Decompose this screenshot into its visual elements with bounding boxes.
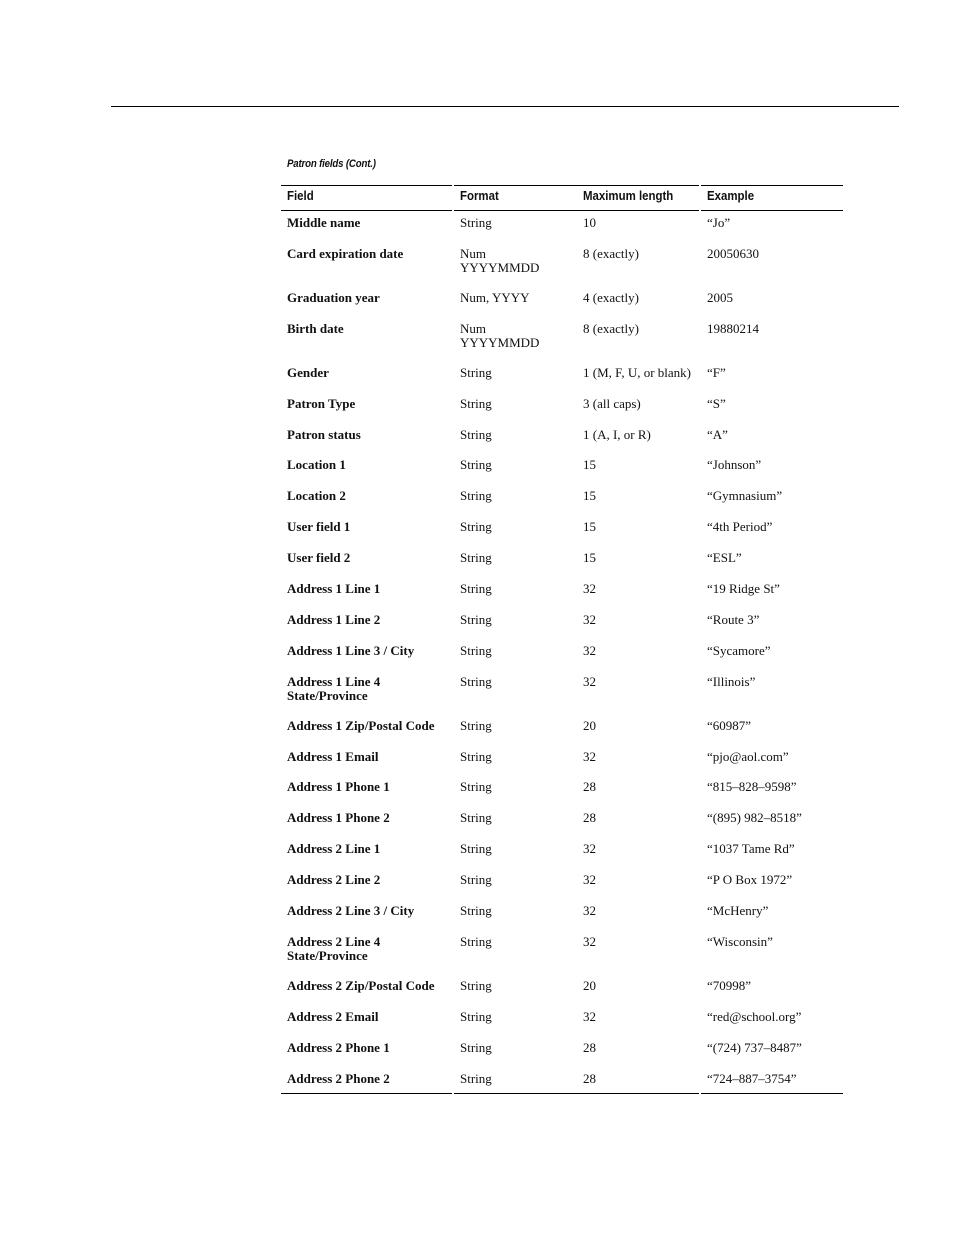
cell-format [460, 397, 492, 411]
cell-field [287, 397, 355, 411]
cell-max-length: 10 [583, 215, 596, 230]
cell-field-line: Address 2 Phone 2 [287, 1070, 390, 1086]
cell-example: “19 Ridge St” [707, 581, 780, 597]
cell-field-line: Address 2 Line 2 [287, 872, 381, 888]
cell-field-line: User field 2 [287, 550, 351, 566]
cell-format [460, 750, 492, 764]
table-bottom-rule-1 [281, 1093, 452, 1094]
cell-max-length: 15 [583, 519, 596, 535]
cell-max-length: 32 [583, 642, 596, 658]
cell-max-length: 32 [583, 841, 596, 857]
table-row [0, 979, 954, 1010]
cell-format [460, 1010, 492, 1024]
cell-max-length: 32 [583, 611, 596, 627]
cell-max-length: 20 [583, 717, 596, 733]
cell-field-line: Address 2 Line 3 / City [287, 903, 415, 919]
cell-format-line: String [460, 779, 492, 795]
cell-max-length: 15 [583, 550, 596, 566]
cell-field-line: Patron status [287, 426, 361, 442]
cell-field-line: Location 1 [287, 457, 346, 473]
cell-format-line: Num [460, 245, 486, 261]
cell-field [287, 613, 380, 627]
cell-example: “1037 Tame Rd” [707, 841, 795, 857]
table-row [0, 216, 954, 247]
cell-example: “60987” [707, 717, 752, 733]
cell-format [460, 644, 492, 658]
cell-format-line: String [460, 717, 492, 733]
table-row [0, 1072, 954, 1103]
cell-example: “Johnson” [707, 457, 762, 473]
cell-max-length: 32 [583, 673, 596, 689]
cell-field-line: Address 1 Line 1 [287, 581, 381, 597]
cell-format-line: String [460, 550, 492, 566]
cell-format-line: String [460, 215, 492, 230]
cell-format-line: String [460, 395, 492, 411]
table-row [0, 811, 954, 842]
header-format: Format [460, 188, 499, 203]
table-header-rule-2 [454, 210, 699, 211]
cell-field-line: Address 2 Phone 1 [287, 1039, 390, 1055]
cell-field-line: State/Province [287, 687, 368, 703]
cell-field [287, 322, 344, 336]
table-row [0, 842, 954, 873]
cell-field-line: User field 1 [287, 519, 351, 535]
cell-format-line: String [460, 1070, 492, 1086]
cell-format [460, 322, 539, 350]
cell-field-line: Address 1 Phone 1 [287, 779, 390, 795]
table-row [0, 291, 954, 322]
cell-field-line: Patron Type [287, 395, 356, 411]
cell-format [460, 247, 539, 275]
cell-format-line: YYYYMMDD [460, 334, 540, 350]
cell-example: 20050630 [707, 245, 759, 261]
cell-format-line: Num, YYYY [460, 289, 530, 305]
cell-field-line: Address 2 Email [287, 1008, 379, 1024]
cell-format-line: String [460, 977, 492, 993]
cell-format-line: YYYYMMDD [460, 259, 540, 275]
cell-example: 2005 [707, 289, 733, 305]
cell-format [460, 1072, 492, 1086]
cell-example: “Wisconsin” [707, 933, 773, 949]
cell-max-length: 28 [583, 1070, 596, 1086]
table-row [0, 935, 954, 979]
table-header-rule-1 [281, 210, 452, 211]
cell-format-line: String [460, 673, 492, 689]
table-row [0, 904, 954, 935]
table-row [0, 520, 954, 551]
cell-max-length: 15 [583, 488, 596, 504]
cell-example: “4th Period” [707, 519, 773, 535]
cell-max-length: 1 (M, F, U, or blank) [583, 364, 692, 380]
cell-field-line: Graduation year [287, 289, 380, 305]
cell-format [460, 582, 492, 596]
cell-max-length: 8 (exactly) [583, 320, 639, 336]
cell-field [287, 366, 329, 380]
cell-format [460, 366, 492, 380]
cell-format [460, 675, 492, 689]
cell-format [460, 216, 492, 230]
cell-example: “red@school.org” [707, 1008, 802, 1024]
cell-field [287, 216, 360, 230]
cell-field-line: Gender [287, 364, 329, 380]
cell-format [460, 935, 492, 949]
cell-field [287, 811, 390, 825]
cell-max-length: 32 [583, 1008, 596, 1024]
cell-max-length: 32 [583, 748, 596, 764]
cell-field [287, 1010, 379, 1024]
page-top-rule [111, 106, 899, 107]
cell-format-line: Num [460, 320, 486, 336]
cell-field [287, 551, 350, 565]
cell-example: “70998” [707, 977, 752, 993]
table-top-rule-1 [281, 185, 452, 186]
table-row [0, 719, 954, 750]
table-row [0, 458, 954, 489]
table-row [0, 644, 954, 675]
cell-field-line: Address 2 Line 1 [287, 841, 381, 857]
cell-field-line: State/Province [287, 947, 368, 963]
cell-format-line: String [460, 581, 492, 597]
cell-max-length: 28 [583, 1039, 596, 1055]
cell-field-line: Address 2 Line 4 [287, 933, 381, 949]
cell-field-line: Birth date [287, 320, 344, 336]
cell-example: 19880214 [707, 320, 759, 336]
table-row [0, 613, 954, 644]
cell-max-length: 32 [583, 933, 596, 949]
cell-format [460, 613, 492, 627]
cell-field [287, 489, 346, 503]
cell-max-length: 32 [583, 872, 596, 888]
cell-example: “Sycamore” [707, 642, 771, 658]
cell-format [460, 1041, 492, 1055]
cell-format [460, 428, 492, 442]
cell-example: “A” [707, 426, 728, 442]
table-header-rule-3 [701, 210, 843, 211]
cell-max-length: 20 [583, 977, 596, 993]
table-body [0, 216, 954, 1102]
cell-field [287, 428, 361, 442]
header-max-length: Maximum length [583, 188, 674, 203]
cell-example: “724–887–3754” [707, 1070, 797, 1086]
cell-field [287, 842, 380, 856]
cell-format [460, 489, 492, 503]
cell-max-length: 32 [583, 903, 596, 919]
cell-example: “Gymnasium” [707, 488, 783, 504]
cell-format-line: String [460, 426, 492, 442]
cell-max-length: 4 (exactly) [583, 289, 639, 305]
table-row [0, 489, 954, 520]
cell-example: “P O Box 1972” [707, 872, 793, 888]
cell-field-line: Address 1 Phone 2 [287, 810, 390, 826]
cell-max-length: 28 [583, 779, 596, 795]
table-top-rule-3 [701, 185, 843, 186]
cell-field [287, 750, 379, 764]
cell-field [287, 719, 434, 733]
cell-format [460, 904, 492, 918]
cell-field [287, 247, 403, 261]
cell-format [460, 291, 530, 305]
cell-field-line: Address 1 Email [287, 748, 379, 764]
table-row [0, 428, 954, 459]
table-row [0, 750, 954, 781]
table-header [0, 188, 954, 204]
cell-max-length: 28 [583, 810, 596, 826]
table-bottom-rule-2 [454, 1093, 699, 1094]
cell-format [460, 719, 492, 733]
cell-field [287, 1041, 390, 1055]
cell-max-length: 32 [583, 581, 596, 597]
cell-max-length: 8 (exactly) [583, 245, 639, 261]
cell-format-line: String [460, 748, 492, 764]
cell-field [287, 582, 380, 596]
cell-format [460, 520, 492, 534]
cell-format [460, 780, 492, 794]
table-row [0, 397, 954, 428]
cell-format-line: String [460, 519, 492, 535]
cell-format-line: String [460, 488, 492, 504]
cell-field-line: Middle name [287, 215, 361, 230]
table-row [0, 322, 954, 366]
cell-format-line: String [460, 1039, 492, 1055]
cell-format [460, 842, 492, 856]
cell-format-line: String [460, 933, 492, 949]
cell-format-line: String [460, 903, 492, 919]
table-row [0, 780, 954, 811]
cell-field [287, 904, 414, 918]
cell-format-line: String [460, 611, 492, 627]
table-row [0, 247, 954, 291]
table-caption: Patron fields (Cont.) [287, 158, 376, 170]
cell-format-line: String [460, 810, 492, 826]
cell-field [287, 935, 380, 963]
cell-format [460, 458, 492, 472]
cell-example: “ESL” [707, 550, 742, 566]
table-top-rule-2 [454, 185, 699, 186]
cell-format-line: String [460, 1008, 492, 1024]
cell-field [287, 291, 380, 305]
cell-format-line: String [460, 642, 492, 658]
cell-field-line: Address 1 Line 3 / City [287, 642, 415, 658]
cell-example: “F” [707, 364, 726, 380]
cell-example: “Jo” [707, 215, 731, 230]
cell-format [460, 551, 492, 565]
table-row [0, 1010, 954, 1041]
cell-format-line: String [460, 457, 492, 473]
cell-field-line: Address 1 Line 4 [287, 673, 381, 689]
table-bottom-rule-3 [701, 1093, 843, 1094]
cell-field-line: Address 1 Line 2 [287, 611, 381, 627]
header-example: Example [707, 188, 755, 203]
cell-max-length: 3 (all caps) [583, 395, 641, 411]
cell-field [287, 979, 434, 993]
table-row [0, 551, 954, 582]
cell-field [287, 873, 380, 887]
cell-format-line: String [460, 841, 492, 857]
cell-format-line: String [460, 364, 492, 380]
cell-example: “S” [707, 395, 726, 411]
cell-format-line: String [460, 872, 492, 888]
cell-field [287, 458, 346, 472]
cell-example: “Route 3” [707, 611, 760, 627]
cell-field [287, 644, 414, 658]
cell-example: “815–828–9598” [707, 779, 797, 795]
cell-example: “McHenry” [707, 903, 769, 919]
cell-max-length: 1 (A, I, or R) [583, 426, 651, 442]
cell-example: “Illinois” [707, 673, 756, 689]
cell-field [287, 1072, 390, 1086]
table-row [0, 675, 954, 719]
cell-field-line: Card expiration date [287, 245, 404, 261]
cell-format [460, 811, 492, 825]
cell-field [287, 675, 380, 703]
cell-field-line: Address 2 Zip/Postal Code [287, 977, 435, 993]
cell-example: “pjo@aol.com” [707, 748, 789, 764]
table-row [0, 582, 954, 613]
cell-example: “(724) 737–8487” [707, 1039, 802, 1055]
cell-field-line: Address 1 Zip/Postal Code [287, 717, 435, 733]
cell-field [287, 520, 350, 534]
table-row [0, 873, 954, 904]
cell-example: “(895) 982–8518” [707, 810, 802, 826]
header-field: Field [287, 188, 314, 203]
table-row [0, 1041, 954, 1072]
cell-format [460, 873, 492, 887]
cell-max-length: 15 [583, 457, 596, 473]
cell-field [287, 780, 390, 794]
cell-field-line: Location 2 [287, 488, 346, 504]
cell-format [460, 979, 492, 993]
table-row [0, 366, 954, 397]
